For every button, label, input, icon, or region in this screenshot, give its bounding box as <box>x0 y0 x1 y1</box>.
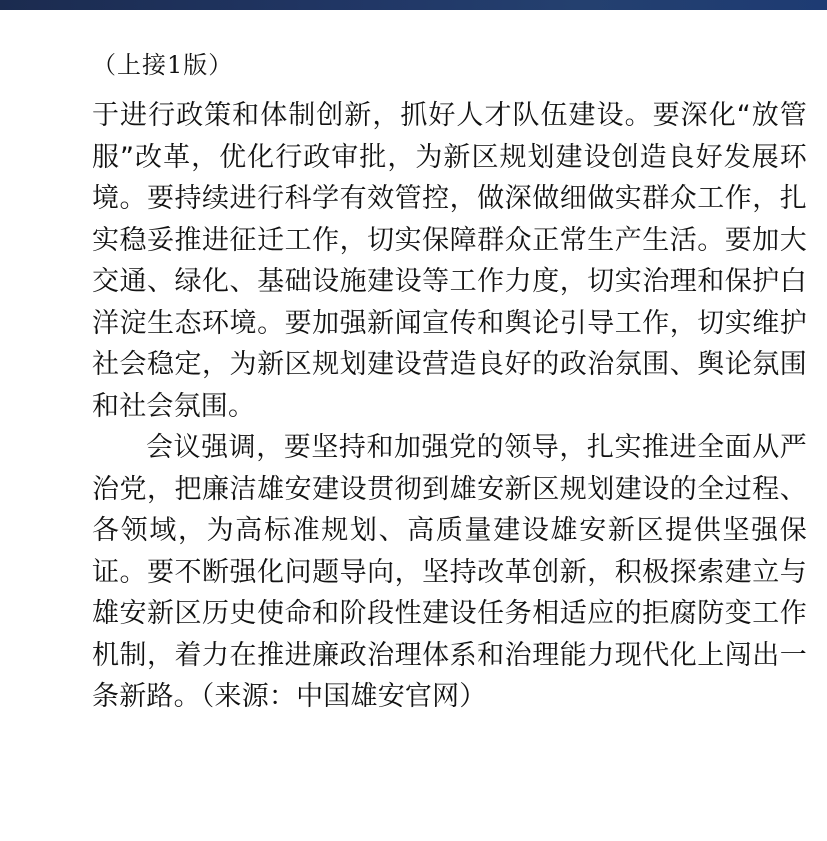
header-bar <box>0 0 827 10</box>
continued-note: （上接1版） <box>92 51 234 79</box>
article-paragraph: 会议强调，要坚持和加强党的领导，扎实推进全面从严治党，把廉洁雄安建设贯彻到雄安新区规划建设的全过程、各领域，为高标准规划、高质量建设雄安新区提供坚强保证。要不断强化问题导向，坚持改革创新，积极探索建立与雄安新区历史使命和阶段性建设任务相适应的拒腐防变工作机制，着力在推进廉政治理体系和治理能力现代化上闯出一条新路。（来源：中国雄安官网） <box>92 432 807 712</box>
article-body <box>92 48 807 718</box>
article-paragraph: 于进行政策和体制创新，抓好人才队伍建设。要深化“放管服”改革，优化行政审批，为新区规划建设创造良好发展环境。要持续进行科学有效管控，做深做细做实群众工作，扎实稳妥推进征迁工作，切实保障群众正常生产生活。要加大交通、绿化、基础设施建设等工作力度，切实治理和保护白洋淀生态环境。要加强新闻宣传和舆论引导工作，切实维护社会稳定，为新区规划建设营造良好的政治氛围、舆论氛围和社会氛围。 <box>92 100 807 422</box>
